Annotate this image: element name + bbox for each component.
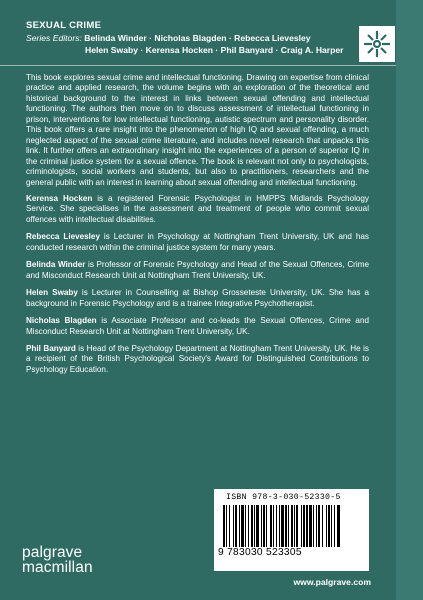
barcode-bar [261, 505, 262, 547]
barcode-bar [276, 505, 277, 547]
isbn-barcode-box [214, 489, 369, 571]
barcode-bar [296, 505, 298, 547]
barcode-bar [334, 505, 335, 547]
publisher-logo [22, 545, 93, 575]
barcode-bar [331, 505, 332, 547]
author-bio [26, 316, 369, 337]
publisher-name-line-2: macmillan [22, 559, 93, 576]
barcode-bar [294, 505, 295, 547]
author-bio [26, 232, 369, 253]
barcode-bar [251, 505, 253, 547]
book-description: This book explores sexual crime and intellectual functioning. Drawing on expertise from clinical practice and applied research, the volume begins with an exploration of the theoretical and historical background to the interest in links between sexual offending and intellectual functioning. The authors then move on to discuss assessment of intellectual functioning in prison, interventions for low intellectual functioning, autistic spectrum and personality disorder. This book offers a rare insight into the phenomenon of high IQ and sexual offending, a much neglected aspect of the sexual crime literature, and includes novel research that unpacks this link. It further offers an extraordinary insight into the experiences of a person of superior IQ in the criminal justice system for a sexual offence. The book is relevant not only to psychologists, criminologists, social workers and students, but also to practitioners, researchers and the general public with an interest in learning about sexual offending and intellectual functioning. [26, 73, 369, 187]
barcode-bar [322, 505, 323, 547]
barcode-bar [318, 505, 320, 547]
barcode-bar [328, 505, 330, 547]
author-name: Helen Swaby [26, 288, 78, 298]
barcode-bar [270, 505, 272, 547]
author-name: Nicholas Blagden [26, 316, 97, 326]
author-bio [26, 344, 369, 375]
header-rule [0, 65, 396, 66]
editors-line-2: Helen Swaby · Kerensa Hocken · Phil Banyard · Craig A. Harper [85, 44, 344, 55]
barcode-bar [281, 505, 284, 547]
barcode-bar [245, 505, 246, 547]
barcode-bar [273, 505, 274, 547]
author-bio [26, 194, 369, 225]
barcode-bar [301, 505, 302, 547]
springer-nature-star-icon [359, 26, 395, 62]
barcode-bar [263, 505, 265, 547]
barcode-bar [306, 505, 308, 547]
editors-line-1: Belinda Winder · Nicholas Blagden · Rebecca Lievesley [84, 33, 311, 43]
series-title: SEXUAL CRIME [26, 20, 102, 31]
publisher-url: www.palgrave.com [293, 577, 371, 587]
barcode-bar [337, 505, 340, 547]
author-name: Phil Banyard [26, 343, 76, 353]
barcode-bar [256, 505, 259, 547]
barcode-bar [279, 505, 280, 547]
author-name: Rebecca Lievesley [26, 232, 100, 242]
barcode-bar [326, 505, 327, 547]
barcode-bar [291, 505, 293, 547]
author-bio [26, 260, 369, 281]
barcode-bar [303, 505, 305, 547]
author-name: Kerensa Hocken [26, 193, 93, 203]
barcode-bar [235, 505, 237, 547]
series-logo [359, 26, 395, 62]
barcode-bar [288, 505, 289, 547]
author-bio [26, 288, 369, 309]
spine-strip [396, 0, 423, 600]
barcode-bar [309, 505, 312, 547]
barcode-bar [239, 505, 240, 547]
barcode-bar [248, 505, 249, 547]
barcode-bar [316, 505, 317, 547]
author-bio-text: is Lecturer in Counselling at Bishop Grosseteste University, UK. She has a background in Forensic Psychology and is a trainee Integrative Psychotherapist. [26, 288, 369, 308]
ean-digits: 9 783030 523305 [218, 547, 302, 558]
author-bio-text: is Head of the Psychology Department at Nottingham Trent University, UK. He is a recipient of the British Psychological Society's Award for Distinguished Contributions to Psychology Education. [26, 343, 369, 374]
barcode-bar [233, 505, 234, 547]
editors-label: Series Editors: [26, 33, 82, 43]
barcode-bar [313, 505, 314, 547]
author-bio-text: is Associate Professor and co-leads the Sexual Offences, Crime and Misconduct Research Unit at Nottingham Trent University, UK. [26, 316, 369, 336]
author-name: Belinda Winder [26, 260, 86, 270]
back-cover-text [26, 73, 369, 382]
author-bio-text: is Professor of Forensic Psychology and Head of the Sexual Offences, Crime and Misconduct Research Unit at Nottingham Trent University, UK. [26, 260, 369, 280]
author-bio-text: is a registered Forensic Psychologist in HMPPS Midlands Psychology Service. She specialises in the assessment and treatment of people who commit sexual offences with intellectual disabilities. [26, 193, 369, 224]
barcode-bar [229, 505, 230, 547]
isbn-text: ISBN 978-3-030-52330-5 [226, 493, 341, 502]
barcode-bar [254, 505, 255, 547]
barcode [223, 505, 361, 547]
barcode-bar [223, 505, 225, 547]
barcode-bar [226, 505, 227, 547]
author-bio-text: is Lecturer in Psychology at Nottingham Trent University, UK and has conducted research within the criminal justice system for many years. [26, 232, 369, 252]
series-editors [26, 33, 346, 56]
publisher-name-line-1: palgrave [22, 544, 83, 561]
barcode-bar [266, 505, 267, 547]
barcode-bar [241, 505, 244, 547]
barcode-bar [285, 505, 287, 547]
